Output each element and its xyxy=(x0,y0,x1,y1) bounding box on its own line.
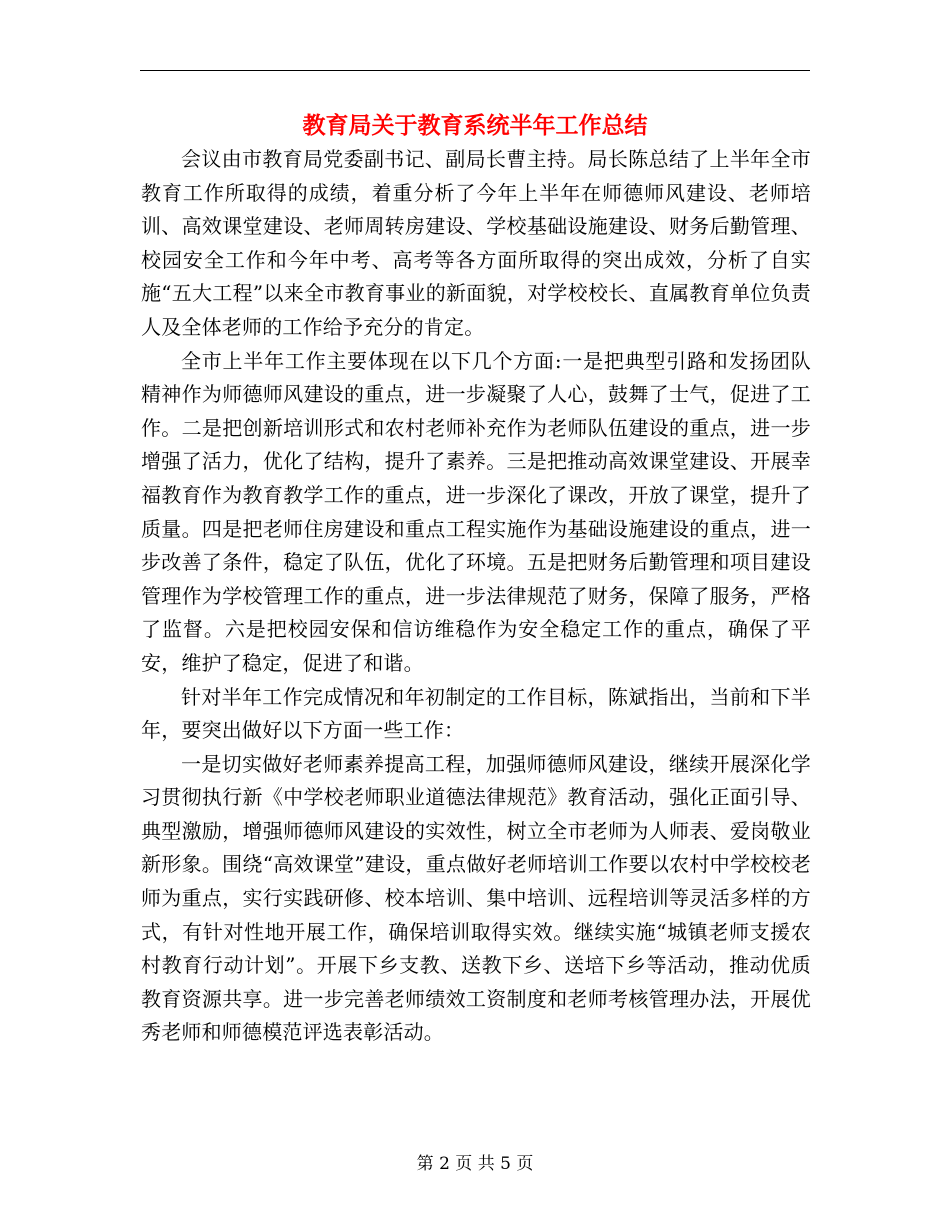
document-body xyxy=(141,143,811,1050)
paragraph-first-half-achievements: 全市上半年工作主要体现在以下几个方面:一是把典型引路和发扬团队精神作为师德师风建设的重点，进一步凝聚了人心，鼓舞了士气，促进了工作。二是把创新培训形式和农村老师补充作为老师队伍建设的重点，进一步增强了活力，优化了结构，提升了素养。三是把推动高效课堂建设、开展幸福教育作为教育教学工作的重点，进一步深化了课改，开放了课堂，提升了质量。四是把老师住房建设和重点工程实施作为基础设施建设的重点，进一步改善了条件，稳定了队伍，优化了环境。五是把财务后勤管理和项目建设管理作为学校管理工作的重点，进一步法律规范了财务，保障了服务，严格了监督。六是把校园安保和信访维稳作为安全稳定工作的重点，确保了平安，维护了稳定，促进了和谐。 xyxy=(141,348,811,675)
document-title: 教育局关于教育系统半年工作总结 xyxy=(302,112,648,139)
paragraph-second-half-intro: 针对半年工作完成情况和年初制定的工作目标，陈斌指出，当前和下半年，要突出做好以下方面一些工作： xyxy=(141,684,811,743)
paragraph-meeting-summary: 会议由市教育局党委副书记、副局长曹主持。局长陈总结了上半年全市教育工作所取得的成绩，着重分析了今年上半年在师德师风建设、老师培训、高效课堂建设、老师周转房建设、学校基础设施建设、财务后勤管理、校园安全工作和今年中考、高考等各方面所取得的突出成效，分析了自实施“五大工程”以来全市教育事业的新面貌，对学校校长、直属教育单位负责人及全体老师的工作给予充分的肯定。 xyxy=(141,147,811,339)
paragraph-teacher-quality-project: 一是切实做好老师素养提高工程，加强师德师风建设，继续开展深化学习贯彻执行新《中学校老师职业道德法律规范》教育活动，强化正面引导、典型激励，增强师德师风建设的实效性，树立全市老师为人师表、爱岗敬业新形象。围绕“高效课堂”建设，重点做好老师培训工作要以农村中学校校老师为重点，实行实践研修、校本培训、集中培训、远程培训等灵活多样的方式，有针对性地开展工作，确保培训取得实效。继续实施“城镇老师支援农村教育行动计划”。开展下乡支教、送教下乡、送培下乡等活动，推动优质教育资源共享。进一步完善老师绩效工资制度和老师考核管理办法，开展优秀老师和师德模范评选表彰活动。 xyxy=(141,751,811,1045)
header-rule xyxy=(140,70,810,71)
page-number: 第 2 页 共 5 页 xyxy=(416,1154,534,1174)
